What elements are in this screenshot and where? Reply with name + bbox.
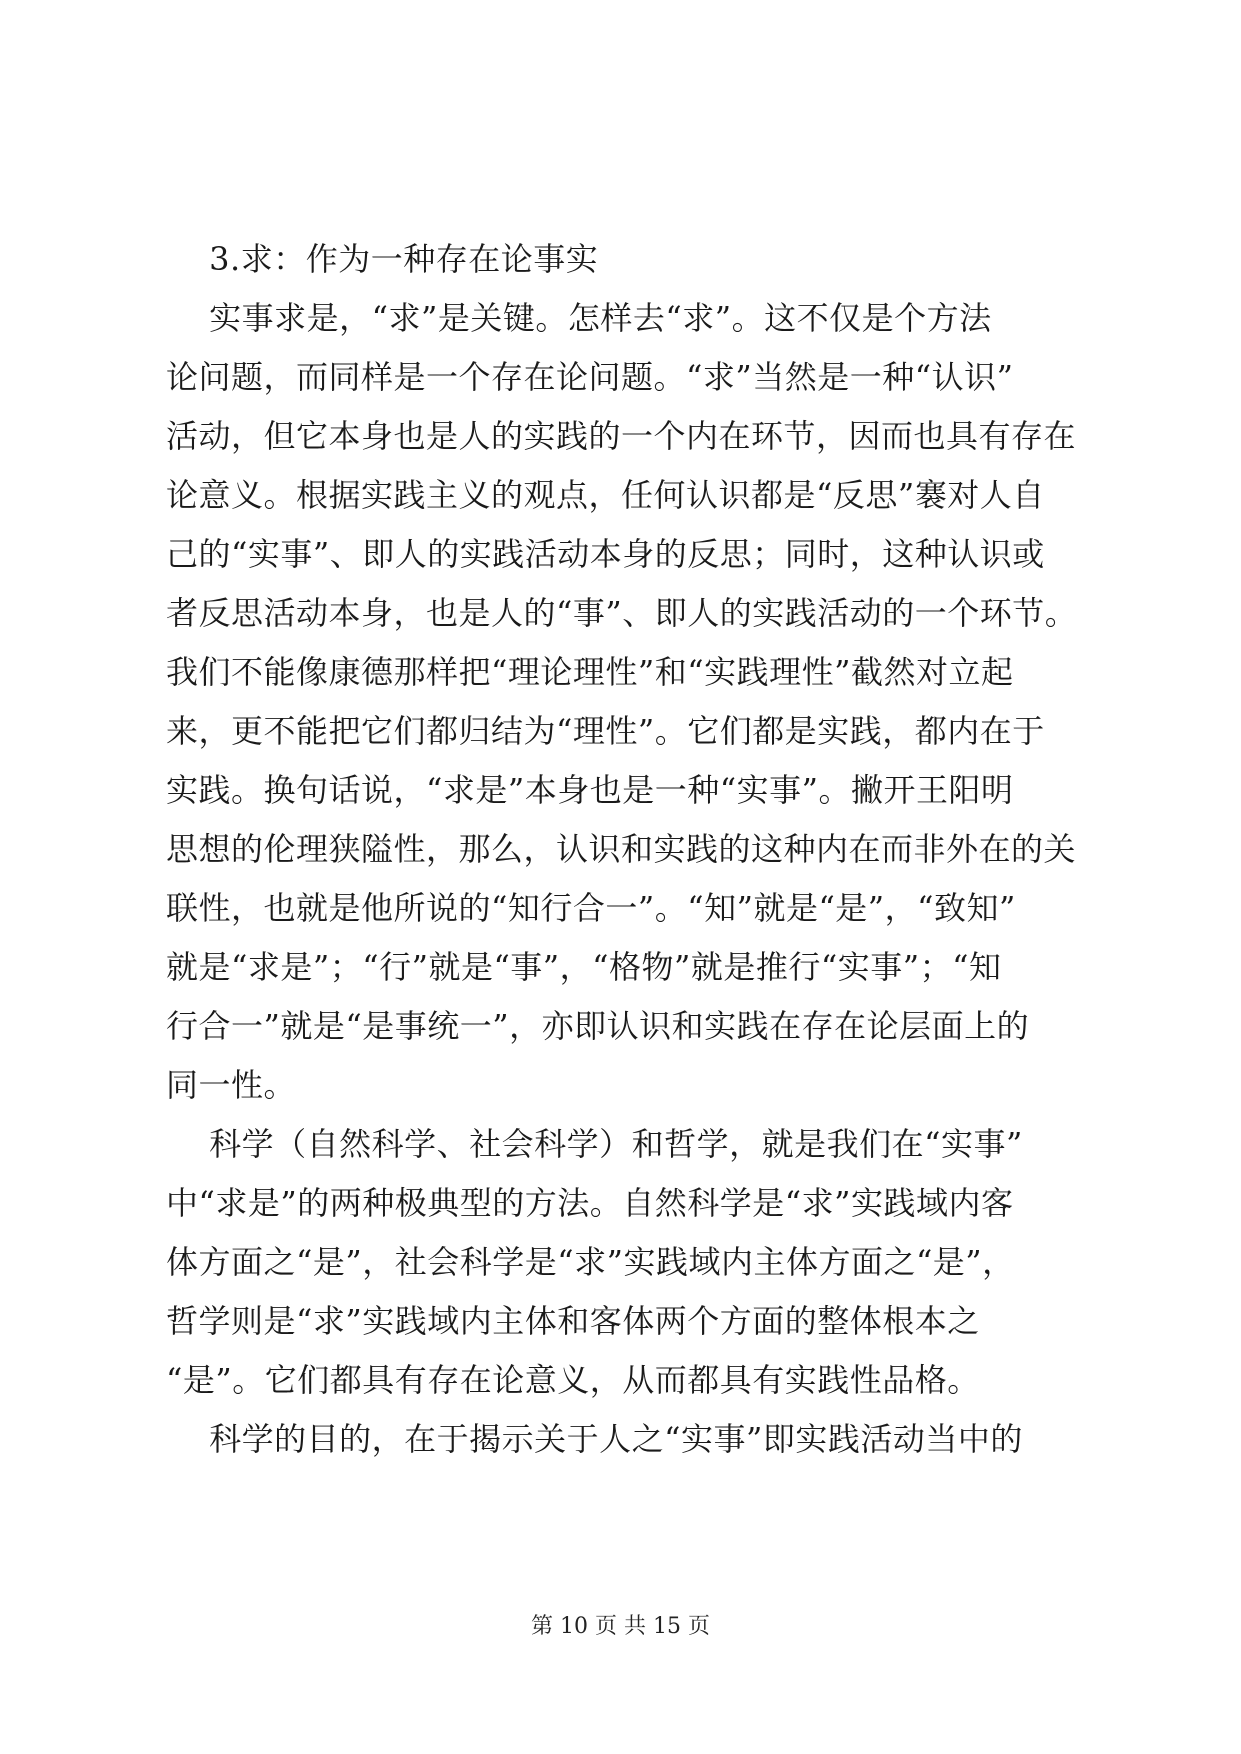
page-indicator: 第 10 页 共 15 页 <box>531 1614 710 1639</box>
text-line: 活动，但它本身也是人的实践的一个内在环节，因而也具有存在 <box>166 417 1077 455</box>
text-line: 思想的伦理狭隘性，那么，认识和实践的这种内在而非外在的关 <box>166 830 1077 868</box>
text-line: 己的“实事”、即人的实践活动本身的反思；同时，这种认识或 <box>166 535 1045 573</box>
text-line: “是”。它们都具有存在论意义，从而都具有实践性品格。 <box>166 1361 980 1399</box>
text-line: 就是“求是”；“行”就是“事”，“格物”就是推行“实事”；“知 <box>166 948 1002 986</box>
text-line: 者反思活动本身，也是人的“事”、即人的实践活动的一个环节。 <box>166 594 1078 632</box>
text-line: 3.求：作为一种存在论事实 <box>166 240 599 278</box>
text-line: 论意义。根据实践主义的观点，任何认识都是“反思”褰对人自 <box>166 476 1045 514</box>
text-line: 实事求是，“求”是关键。怎样去“求”。这不仅是个方法 <box>166 299 992 337</box>
text-line: 行合一”就是“是事统一”，亦即认识和实践在存在论层面上的 <box>166 1007 1030 1045</box>
text-line: 联性，也就是他所说的“知行合一”。“知”就是“是”，“致知” <box>166 889 1016 927</box>
page-footer <box>0 1612 1241 1642</box>
text-line: 中“求是”的两种极典型的方法。自然科学是“求”实践域内客 <box>166 1184 1014 1222</box>
text-line: 我们不能像康德那样把“理论理性”和“实践理性”截然对立起 <box>166 653 1014 691</box>
text-line: 哲学则是“求”实践域内主体和客体两个方面的整体根本之 <box>166 1302 980 1340</box>
body-text <box>166 230 1084 1469</box>
text-line: 科学的目的，在于揭示关于人之“实事”即实践活动当中的 <box>166 1420 1023 1458</box>
text-line: 来，更不能把它们都归结为“理性”。它们都是实践，都内在于 <box>166 712 1045 750</box>
text-line: 实践。换句话说，“求是”本身也是一种“实事”。撇开王阳明 <box>166 771 1014 809</box>
text-line: 体方面之“是”，社会科学是“求”实践域内主体方面之“是”， <box>166 1243 1015 1281</box>
text-line: 同一性。 <box>166 1066 297 1104</box>
text-line: 论问题，而同样是一个存在论问题。“求”当然是一种“认识” <box>166 358 1014 396</box>
text-line: 科学（自然科学、社会科学）和哲学，就是我们在“实事” <box>166 1125 1023 1163</box>
